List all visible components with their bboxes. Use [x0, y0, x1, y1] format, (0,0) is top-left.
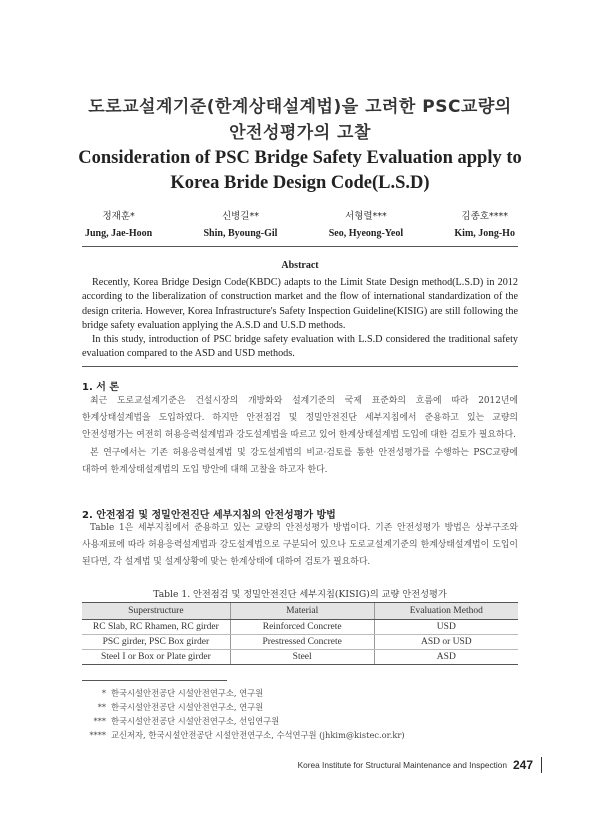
- table-cell: Reinforced Concrete: [230, 620, 374, 635]
- journal-name: Korea Institute for Structural Maintenance and Inspection: [297, 760, 507, 770]
- table-cell: Steel I or Box or Plate girder: [82, 650, 230, 665]
- table-row: [82, 620, 518, 635]
- table-caption: Table 1. 안전점검 및 정밀안전진단 세부지침(KISIG)의 교량 안전성평가: [153, 589, 447, 600]
- abstract-body: [82, 276, 518, 362]
- table-cell: RC Slab, RC Rhamen, RC girder: [82, 620, 230, 635]
- page-number: 247: [512, 758, 533, 772]
- table-cell: PSC girder, PSC Box girder: [82, 635, 230, 650]
- author-korean-name: 정재훈*: [102, 211, 135, 222]
- section-1-body: [82, 393, 518, 479]
- footnote: [82, 686, 502, 701]
- author-1: [85, 208, 152, 242]
- footnote: [82, 700, 502, 715]
- evaluation-method-table: [82, 602, 518, 665]
- footnote: [82, 728, 502, 743]
- table-row: [82, 635, 518, 650]
- abstract-paragraph: In this study, introduction of PSC bridge safety evaluation with L.S.D considered the traditional safety evaluation compared to the ASD and USD methods.: [82, 334, 518, 360]
- english-title-line-1: Consideration of PSC Bridge Safety Evaluation apply to: [78, 148, 522, 168]
- section-paragraph: 본 연구에서는 기존 허용응력설계법 및 강도설계법의 비교·검토를 통한 안전성평가를 수행하는 PSC교량에 대하여 한계상태설계법의 도입 방안에 대해 고찰을 하고자 한다.: [82, 447, 518, 475]
- author-4: [454, 208, 515, 242]
- author-2: [204, 208, 278, 242]
- author-korean-name: 김종호****: [461, 211, 508, 222]
- korean-title-line-1: 도로교설계기준(한계상태설계법)을 고려한 PSC교량의: [88, 97, 512, 117]
- author-korean-name: 서형렬***: [345, 211, 387, 222]
- footnote-mark: ****: [89, 730, 106, 740]
- footnote-text: 교신저자, 한국시설안전공단 시설안전연구소, 수석연구원 (jhkim@kistec.or.kr): [111, 730, 405, 740]
- table-header-row: [82, 603, 518, 620]
- abstract-paragraph: Recently, Korea Bridge Design Code(KBDC) adapts to the Limit State Design method(L.S.D) in 2012 according to the liberalization of construction market and the flow of international standardization of the design criteria. However, Korea Infrastructure's Safety Inspection Guideline(KISIG) are still following the bridge safety evaluation applying the A.S.D and U.S.D methods.: [82, 277, 518, 331]
- author-english-name: Seo, Hyeong-Yeol: [328, 228, 404, 239]
- footnote-rule: [82, 680, 227, 681]
- table-cell: Prestressed Concrete: [230, 635, 374, 650]
- section-2-body: [82, 520, 518, 572]
- author-english-name: Shin, Byoung-Gil: [203, 228, 278, 239]
- section-1-heading: 1. 서 론: [82, 382, 120, 393]
- table-header-cell: Superstructure: [82, 603, 230, 620]
- table-cell: USD: [374, 620, 518, 635]
- author-3: [329, 208, 403, 242]
- table-cell: ASD or USD: [374, 635, 518, 650]
- table-cell: Steel: [230, 650, 374, 665]
- author-list: [85, 208, 515, 242]
- footnote-mark: *: [101, 688, 106, 698]
- section-2-heading: 2. 안전점검 및 정밀안전진단 세부지침의 안전성평가 방법: [82, 510, 336, 521]
- footnote-text: 한국시설안전공단 시설안전연구소, 연구원: [111, 702, 264, 712]
- author-korean-name: 신병길**: [221, 211, 259, 222]
- page-footer: [298, 757, 542, 773]
- footnote-text: 한국시설안전공단 시설안전연구소, 연구원: [111, 688, 264, 698]
- footnote-text: 한국시설안전공단 시설안전연구소, 선임연구원: [111, 716, 280, 726]
- footnote-mark: ***: [93, 716, 106, 726]
- footnote: [82, 714, 502, 729]
- section-paragraph: Table 1은 세부지침에서 준용하고 있는 교량의 안전성평가 방법이다. 기존 안전성평가 방법은 상부구조와 사용재료에 따라 허용응력설계법과 강도설계법으로 구분되어 있으나 도로교설계기준의 한계상태설계법이 도입이 된다면, 각 설계법 및 설계상황에 맞는 한계상태에 대하여 검토가 필요하다.: [82, 523, 518, 568]
- abstract-top-rule: [82, 246, 518, 247]
- author-english-name: Kim, Jong-Ho: [454, 228, 515, 239]
- table-header-cell: Evaluation Method: [374, 603, 518, 620]
- table-header-cell: Material: [230, 603, 374, 620]
- table-row: [82, 650, 518, 665]
- table-cell: ASD: [374, 650, 518, 665]
- english-title-line-2: Korea Bride Design Code(L.S.D): [170, 173, 430, 193]
- author-english-name: Jung, Jae-Hoon: [85, 228, 153, 239]
- korean-title-line-2: 안전성평가의 고찰: [229, 123, 371, 143]
- section-paragraph: 최근 도로교설계기준은 건설시장의 개방화와 설계기준의 국제 표준화의 흐름에 따라 2012년에 한계상태설계법을 도입하였다. 하지만 안전점검 및 정밀안전진단 세부지침에서 준용하고 있는 교량의 안전성평가는 여전히 허용응력설계법과 강도설계법을 따르고 있어 한계상태설계법 도입에 대한 검토가 필요하다.: [82, 396, 518, 441]
- abstract-bottom-rule: [82, 366, 518, 367]
- footer-divider: [541, 757, 542, 773]
- abstract-heading: Abstract: [281, 260, 319, 271]
- footnote-mark: **: [97, 702, 106, 712]
